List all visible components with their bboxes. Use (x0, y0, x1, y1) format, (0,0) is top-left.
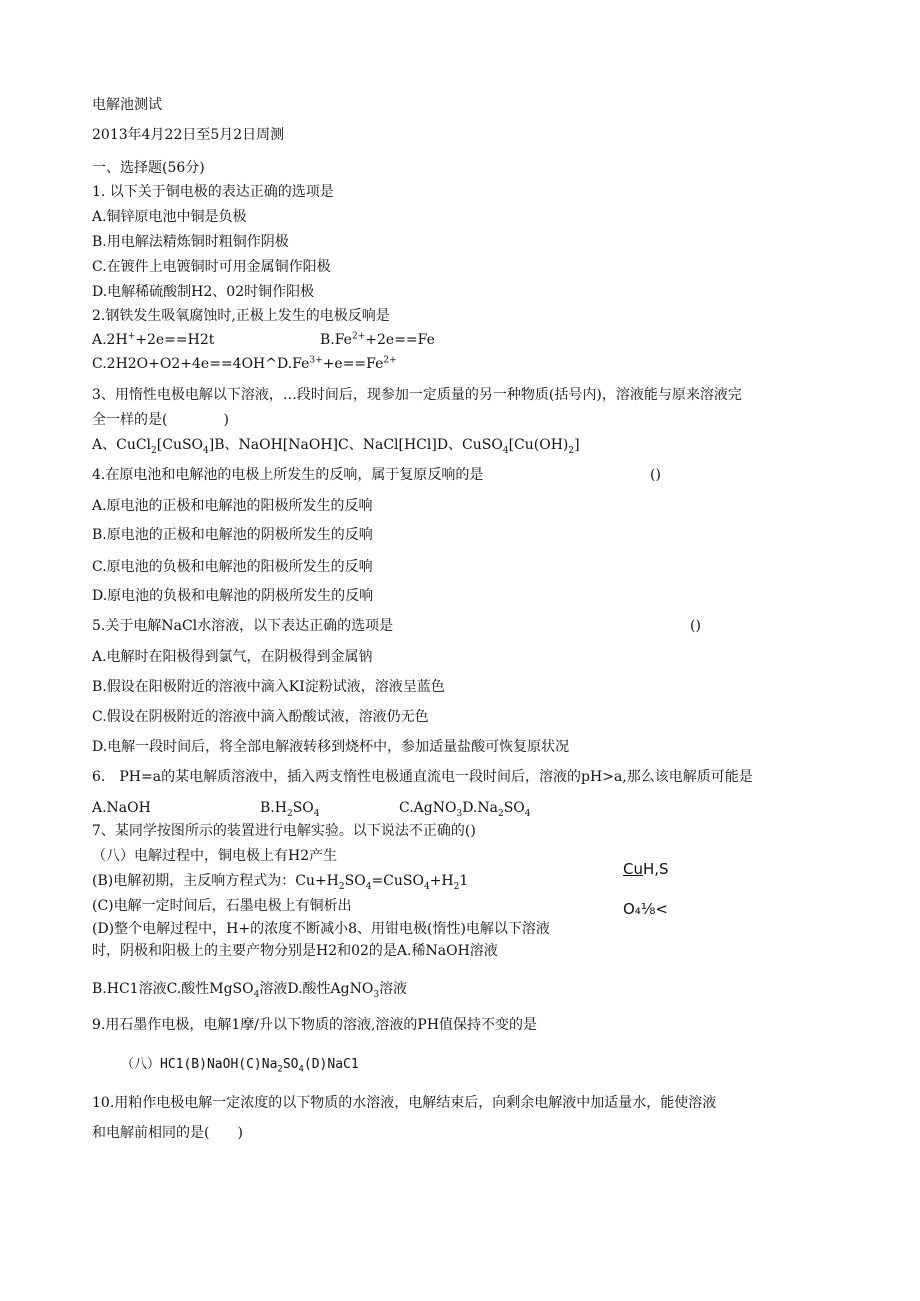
q10-line2: 和电解前相同的是( ) (92, 1125, 243, 1141)
q4-option-a: A.原电池的正极和电解池的阳极所发生的反响 (92, 498, 373, 514)
q2-option-cd: $C.2H2O+O2+4e==4OH\^{}D.Fe^{3+}+e==Fe^{2+}$ (92, 355, 397, 372)
q1-option-a: A.铜锌原电池中铜是负极 (92, 209, 247, 225)
q1-option-c: C.在镀件上电镀铜时可用金属铜作阳极 (92, 259, 331, 275)
q3-options: A、CuCl$_2$[CuSO$_4$]B、NaOH[NaOH]C、NaCl[HCl]D、$CuSO_4[Cu(OH)_2]$ (92, 437, 580, 456)
q7-option-d-line1: (D)整个电解过程中，H+的浓度不断减小8、用钳电极(惰性)电解以下溶液 (92, 921, 550, 937)
q4-option-b: B.原电池的正极和电解池的阴极所发生的反响 (92, 527, 373, 543)
date-line: 2013年4月22日至5月2日周测 (92, 127, 285, 143)
q7-stem: 7、某同学按图所示的装置进行电解实验。以下说法不正确的() (92, 823, 476, 839)
q5-option-c: C.假设在阴极附近的溶液中滴入酚酸试液，溶液仍无色 (92, 709, 429, 725)
q1-option-d: D.电解稀硫酸制H2、02时铜作阳极 (92, 284, 315, 300)
figure-label-top: CuH,S (623, 860, 669, 878)
q5-stem: 5.关于电解NaCl水溶液，以下表达正确的选项是 (92, 618, 394, 634)
q5-option-a: A.电解时在阳极得到氯气，在阴极得到金属钠 (92, 649, 373, 665)
q1-stem: 1. 以下关于铜电极的表达正确的选项是 (92, 184, 334, 200)
q1-option-b: B.用电解法精炼铜时粗铜作阴极 (92, 234, 289, 250)
q6-option-cd: $C.AgNO_3D.Na_2SO_4$ (399, 800, 531, 819)
q2-option-a: A.2H++2e==H2t (92, 331, 215, 348)
q4-answer-paren: () (650, 467, 661, 483)
figure-label-bottom: O₄⅛< (623, 900, 668, 918)
q3-line1: 3、用惰性电极电解以下溶液，…段时间后，现参加一定质量的另一种物质(括号内)，溶液能与原来溶液完 (92, 387, 742, 403)
q9-options: （八）$HC1(B)NaOH(C)Na_2SO_4(D)NaC1$ (121, 1057, 359, 1075)
q7-option-b: (B)电解初期，主反响方程式为：$Cu+H_2SO_4=CuSO_4+H_21$ (92, 873, 469, 892)
q2-option-b: $B.Fe^{2+}+2e==Fe$ (320, 331, 435, 348)
q6-option-b: $B.H_2SO_4$ (260, 800, 320, 819)
q3-line2: 全一样的是( ) (92, 412, 229, 428)
title: 电解池测试 (92, 97, 162, 113)
q5-option-b: B.假设在阳极附近的溶液中滴入KI淀粉试液，溶液呈蓝色 (92, 679, 445, 695)
q7-option-c: (C)电解一定时间后，石墨电极上有铜析出 (92, 898, 352, 914)
q9-stem: 9.用石墨作电极，电解1摩/升以下物质的溶液,溶液的PH值保持不变的是 (92, 1017, 538, 1033)
q5-option-d: D.电解一段时间后，将全部电解液转移到烧杯中，参加适量盐酸可恢复原状况 (92, 739, 570, 755)
q7-option-a: （八）电解过程中，铜电极上有H2产生 (92, 848, 338, 864)
q4-option-d: D.原电池的负极和电解池的阴极所发生的反响 (92, 588, 374, 604)
q2-stem: 2.钢铁发生吸氧腐蚀时,正极上发生的电极反响是 (92, 308, 390, 324)
q10-line1: 10.用粕作电极电解一定浓度的以下物质的水溶液，电解结束后，向剩余电解液中加适量水，能使溶液 (92, 1095, 717, 1111)
q6-option-a: A.NaOH (92, 800, 151, 816)
q4-stem: 4.在原电池和电解池的电极上所发生的反响，属于复原反响的是 (92, 467, 484, 483)
q5-answer-paren: () (690, 618, 701, 634)
section-heading: 一、选择题(56分) (92, 160, 205, 176)
q4-option-c: C.原电池的负极和电解池的阳极所发生的反响 (92, 559, 373, 575)
q7-option-d-line2: 时，阴极和阳极上的主要产物分别是H2和02的是A.稀NaOH溶液 (92, 943, 498, 959)
q6-stem: 6. PH=a的某电解质溶液中，插入两支惰性电极通直流电一段时间后，溶液的pH>a,那么该电解质可能是 (92, 769, 753, 785)
q8-options: B.HC1溶液C.酸性MgSO$_4$溶液D.酸性AgNO$_3$溶液 (92, 981, 408, 1000)
